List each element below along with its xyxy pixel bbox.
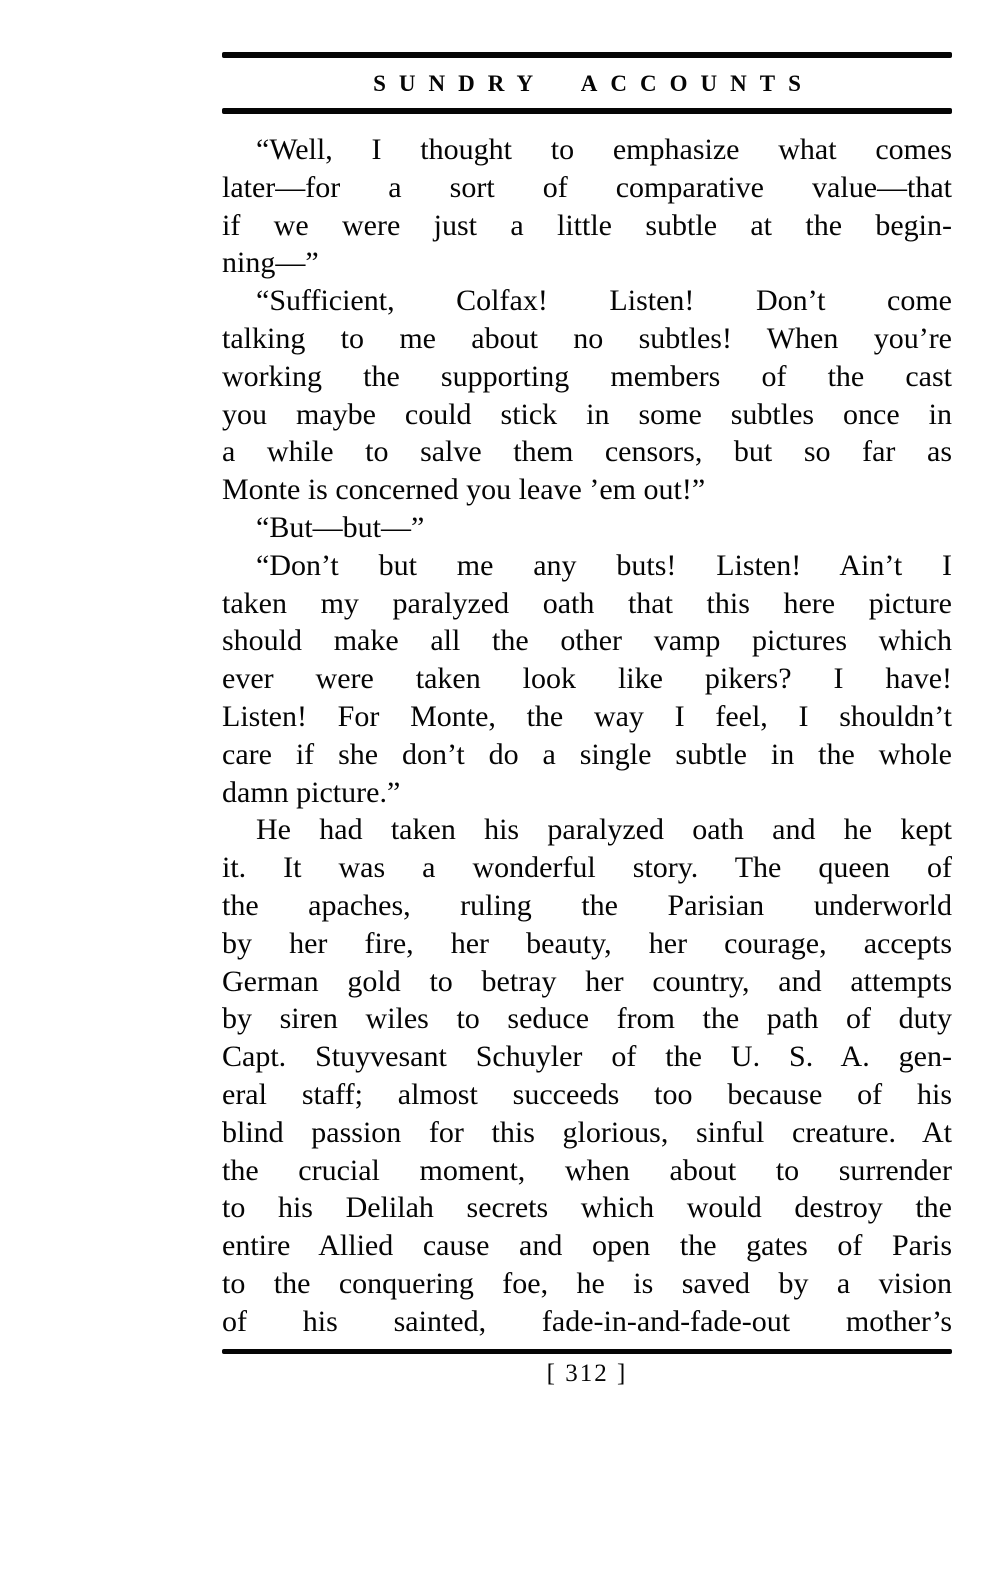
text-line: the crucial moment, when about to surrender bbox=[222, 1153, 952, 1187]
paragraph bbox=[222, 811, 952, 1340]
text-line: blind passion for this glorious, sinful creature. At bbox=[222, 1115, 952, 1149]
text-line: German gold to betray her country, and attempts bbox=[222, 964, 952, 998]
text-line: care if she don’t do a single subtle in the whole bbox=[222, 737, 952, 771]
text-line: working the supporting members of the cast bbox=[222, 359, 952, 393]
text-line: it. It was a wonderful story. The queen of bbox=[222, 851, 952, 885]
text-line: eral staff; almost succeeds too because of his bbox=[222, 1077, 952, 1111]
text-line: you maybe could stick in some subtles once in bbox=[222, 397, 952, 431]
text-line: taken my paralyzed oath that this here picture bbox=[222, 586, 952, 620]
text-line: by siren wiles to seduce from the path of duty bbox=[222, 1002, 952, 1036]
text-line: ever were taken look like pikers? I have! bbox=[222, 662, 952, 696]
text-line: damn picture.” bbox=[222, 775, 401, 809]
header-rule-bottom bbox=[222, 108, 952, 114]
paragraph bbox=[222, 547, 952, 812]
page-footer bbox=[222, 1349, 952, 1388]
footer-rule bbox=[222, 1349, 952, 1354]
running-head-title: SUNDRY ACCOUNTS bbox=[373, 71, 814, 96]
text-line: “Don’t but me any buts! Listen! Ain’t I bbox=[256, 548, 952, 582]
text-line: talking to me about no subtles! When you’re bbox=[222, 321, 952, 355]
text-line: Listen! For Monte, the way I feel, I shouldn’t bbox=[222, 699, 952, 733]
text-line: “But—but—” bbox=[256, 510, 425, 544]
paragraph bbox=[222, 509, 952, 547]
text-line: of his sainted, fade-in-and-fade-out mother’s bbox=[222, 1304, 952, 1338]
text-line: ning—” bbox=[222, 246, 319, 280]
text-line: should make all the other vamp pictures which bbox=[222, 624, 952, 658]
text-line: “Well, I thought to emphasize what comes bbox=[256, 133, 952, 166]
text-line: later—for a sort of comparative value—that bbox=[222, 170, 952, 204]
text-line: the apaches, ruling the Parisian underworld bbox=[222, 888, 952, 922]
text-line: by her fire, her beauty, her courage, accepts bbox=[222, 926, 952, 960]
text-line: “Sufficient, Colfax! Listen! Don’t come bbox=[256, 284, 952, 318]
text-line: Monte is concerned you leave ’em out!” bbox=[222, 473, 706, 507]
text-line: entire Allied cause and open the gates of Paris bbox=[222, 1229, 952, 1263]
body-text bbox=[222, 131, 952, 1341]
text-line: He had taken his paralyzed oath and he kept bbox=[256, 813, 952, 847]
paragraph bbox=[222, 282, 952, 509]
page-number: [ 312 ] bbox=[546, 1360, 628, 1387]
text-line: to the conquering foe, he is saved by a vision bbox=[222, 1266, 952, 1300]
text-line: if we were just a little subtle at the begin- bbox=[222, 208, 952, 242]
text-line: a while to salve them censors, but so far as bbox=[222, 435, 952, 469]
running-header bbox=[222, 52, 952, 114]
text-line: Capt. Stuyvesant Schuyler of the U. S. A. gen- bbox=[222, 1040, 952, 1074]
header-rule-top bbox=[222, 52, 952, 58]
paragraph bbox=[222, 131, 952, 282]
text-line: to his Delilah secrets which would destroy the bbox=[222, 1191, 952, 1225]
